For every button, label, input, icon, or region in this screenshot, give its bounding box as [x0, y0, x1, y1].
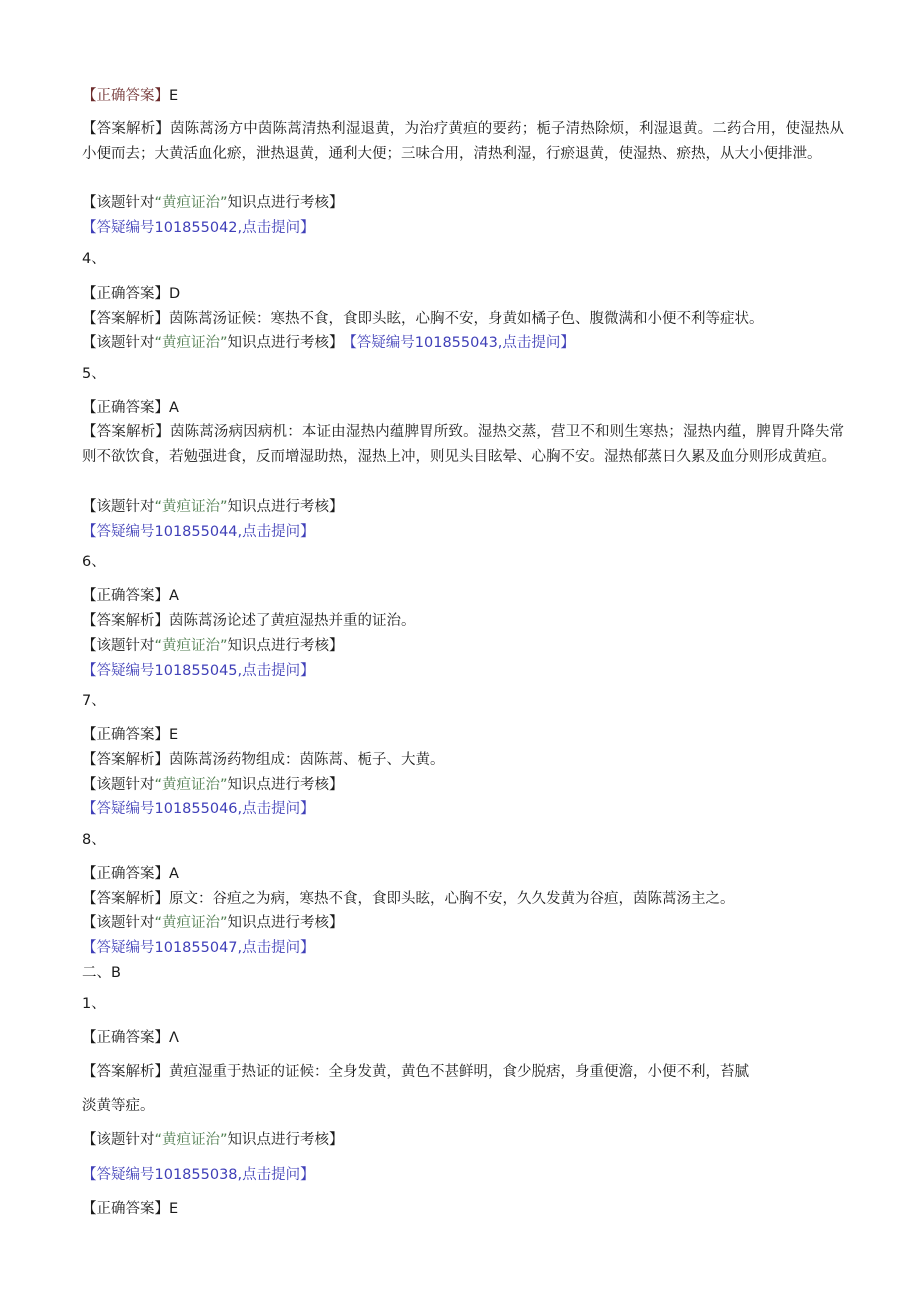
answer-line: 【正确答案】E — [82, 1201, 179, 1217]
answer-value: A — [169, 400, 179, 416]
question-number: 5、 — [82, 366, 106, 382]
ask-question-link[interactable]: 【答疑编号101855043,点击提问】 — [349, 335, 575, 351]
question-number: 7、 — [82, 693, 106, 709]
analysis-paragraph: 【答案解析】原文：谷疸之为病，寒热不食，食即头眩，心胸不安，久久发黄为谷疸，茵陈蒿汤主之。 — [82, 891, 735, 907]
ask-question-link[interactable]: 【答疑编号101855046,点击提问】 — [82, 801, 315, 817]
knowledge-point-line: 【该题针对“黄疸证治”知识点进行考核】 【答疑编号101855043,点击提问】 — [82, 335, 575, 351]
answer-value: A — [169, 588, 179, 604]
analysis-paragraph — [82, 117, 844, 167]
analysis-text: 茵陈蒿汤证候：寒热不食，食即头眩，心胸不安，身黄如橘子色、腹微满和小便不利等症状。 — [169, 311, 764, 327]
answer-line — [82, 84, 844, 109]
answer-line: 【正确答案】A — [82, 400, 179, 416]
knowledge-point-line: 【该题针对“黄疸证治”知识点进行考核】 — [82, 1132, 344, 1148]
analysis-text: 茵陈蒿汤病因病机：本证由湿热内蕴脾胃所致。湿热交蒸，营卫不和则生寒热；湿热内蕴，脾胃升降失常则不欲饮食，若勉强进食，反而增湿助热，湿热上冲，则见头目眩晕、心胸不安。湿热郁蒸日久累及血分则形成黄疸。 — [82, 424, 845, 465]
knowledge-point-line: 【该题针对“黄疸证治”知识点进行考核】 — [82, 499, 344, 515]
knowledge-point-name: “黄疸证治” — [154, 915, 228, 931]
section-heading: 二、B — [82, 965, 121, 981]
analysis-paragraph: 【答案解析】茵陈蒿汤病因病机：本证由湿热内蕴脾胃所致。湿热交蒸，营卫不和则生寒热；湿热内蕴，脾胃升降失常则不欲饮食，若勉强进食，反而增湿助热，湿热上冲，则见头目眩晕、心胸不安。湿热郁蒸日久累及血分则形成黄疸。 — [82, 424, 845, 465]
ask-question-link[interactable]: 【答疑编号101855038,点击提问】 — [82, 1167, 315, 1183]
answer-value: A — [169, 866, 179, 882]
answer-line: 【正确答案】D — [82, 286, 181, 302]
ask-question-link[interactable]: 【答疑编号101855044,点击提问】 — [82, 524, 315, 540]
knowledge-point-name: “黄疸证治” — [154, 195, 228, 211]
question-number: 1、 — [82, 996, 106, 1012]
analysis-text: 原文：谷疸之为病，寒热不食，食即头眩，心胸不安，久久发黄为谷疸，茵陈蒿汤主之。 — [169, 891, 735, 907]
answer-value: D — [169, 286, 181, 302]
analysis-paragraph: 【答案解析】茵陈蒿汤药物组成：茵陈蒿、栀子、大黄。 — [82, 752, 445, 768]
question-number: 8、 — [82, 832, 106, 848]
answer-line: 【正确答案】Λ — [82, 1030, 179, 1046]
analysis-line-continued: 淡黄等症。 — [82, 1098, 155, 1114]
ask-question-link[interactable]: 【答疑编号101855042,点击提问】 — [82, 220, 315, 236]
analysis-text: 茵陈蒿汤论述了黄疸湿热并重的证治。 — [169, 613, 416, 629]
analysis-paragraph: 【答案解析】茵陈蒿汤论述了黄疸湿热并重的证治。 — [82, 613, 416, 629]
answer-value: E — [169, 88, 179, 104]
knowledge-point-line: 【该题针对“黄疸证治”知识点进行考核】 — [82, 638, 344, 654]
knowledge-point-name: “黄疸证治” — [154, 638, 228, 654]
analysis-label: 【答案解析】 — [82, 121, 170, 137]
answer-line: 【正确答案】E — [82, 727, 179, 743]
analysis-paragraph: 【答案解析】茵陈蒿汤证候：寒热不食，食即头眩，心胸不安，身黄如橘子色、腹微满和小便不利等症状。 — [82, 311, 764, 327]
knowledge-point-line: 【该题针对“黄疸证治”知识点进行考核】 — [82, 777, 344, 793]
knowledge-point-name: “黄疸证治” — [154, 777, 228, 793]
question-number: 6、 — [82, 554, 106, 570]
knowledge-point-name: “黄疸证治” — [154, 1132, 228, 1148]
knowledge-point-name: “黄疸证治” — [154, 499, 228, 515]
analysis-line: 【答案解析】黄疸湿重于热证的证候：全身发黄，黄色不甚鲜明，食少脱痞，身重便澹，小便不利，苔腻 — [82, 1064, 749, 1080]
knowledge-point-line: 【该题针对“黄疸证治”知识点进行考核】 — [82, 915, 344, 931]
knowledge-point-line: 【该题针对“黄疸证治”知识点进行考核】 — [82, 195, 344, 211]
analysis-text: 茵陈蒿汤方中茵陈蒿清热利湿退黄，为治疗黄疸的要药；栀子清热除烦，利湿退黄。二药合用，使湿热从小便而去；大黄活血化瘀，泄热退黄，通利大便；三味合用，清热利湿，行瘀退黄，使湿热、瘀热，从大小便排泄。 — [82, 121, 845, 162]
ask-question-link[interactable]: 【答疑编号101855045,点击提问】 — [82, 663, 315, 679]
analysis-text: 黄疸湿重于热证的证候：全身发黄，黄色不甚鲜明，食少脱痞，身重便澹，小便不利，苔腻 — [169, 1064, 749, 1080]
knowledge-point-name: “黄疸证治” — [154, 335, 228, 351]
analysis-text: 茵陈蒿汤药物组成：茵陈蒿、栀子、大黄。 — [169, 752, 445, 768]
answer-line: 【正确答案】A — [82, 866, 179, 882]
answer-line: 【正确答案】A — [82, 588, 179, 604]
answer-value: E — [169, 727, 179, 743]
question-number: 4、 — [82, 251, 106, 267]
correct-label: 【正确答案】 — [82, 88, 169, 104]
ask-question-link[interactable]: 【答疑编号101855047,点击提问】 — [82, 940, 315, 956]
answer-value: Λ — [169, 1030, 179, 1046]
answer-value: E — [169, 1201, 179, 1217]
